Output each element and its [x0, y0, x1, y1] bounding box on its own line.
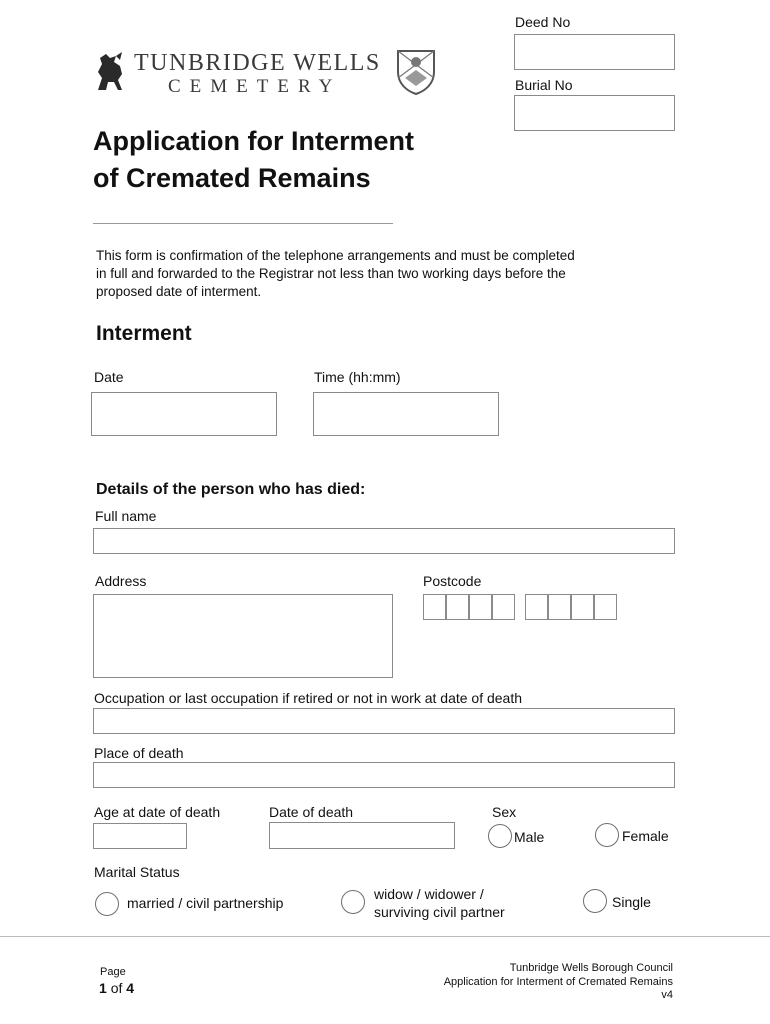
- intro-line1: This form is confirmation of the telephone arrangements and must be completed: [96, 248, 575, 263]
- page-of: of: [110, 980, 123, 996]
- intro-line3: proposed date of interment.: [96, 284, 262, 299]
- address-field[interactable]: [93, 594, 393, 678]
- age-label: Age at date of death: [94, 804, 221, 820]
- sex-male-label: Male: [514, 829, 545, 845]
- time-label: Time (hh:mm): [314, 369, 401, 385]
- postcode-cell[interactable]: [525, 594, 548, 620]
- footer-version: v4: [661, 989, 673, 1001]
- postcode-cell[interactable]: [571, 594, 594, 620]
- footer-org: Tunbridge Wells Borough Council: [509, 962, 673, 974]
- crest-icon: [395, 48, 437, 96]
- postcode-cell[interactable]: [548, 594, 571, 620]
- marital-widow-label: [374, 885, 505, 921]
- marital-widow-line1: widow / widower /: [374, 886, 484, 902]
- date-label: Date: [94, 369, 124, 385]
- address-label: Address: [95, 573, 147, 589]
- horse-icon: [92, 50, 128, 94]
- date-of-death-field[interactable]: [269, 822, 455, 849]
- logo-line2: CEMETERY: [168, 76, 342, 97]
- age-field[interactable]: [93, 823, 187, 849]
- title-line2: of Cremated Remains: [93, 163, 371, 193]
- sex-label: Sex: [492, 804, 517, 820]
- page-label: Page: [100, 966, 126, 978]
- sex-female-radio[interactable]: [595, 823, 619, 847]
- burial-no-label: Burial No: [515, 77, 573, 93]
- title-line1: Application for Interment: [93, 126, 415, 156]
- marital-single-label: Single: [612, 894, 651, 910]
- full-name-label: Full name: [95, 508, 157, 524]
- intro-line2: in full and forwarded to the Registrar not less than two working days before the: [96, 266, 566, 281]
- occupation-field[interactable]: [93, 708, 675, 734]
- postcode-cell[interactable]: [492, 594, 515, 620]
- page-current: 1: [99, 980, 107, 996]
- interment-time-field[interactable]: [313, 392, 499, 436]
- marital-widow-radio[interactable]: [341, 890, 365, 914]
- title-divider: [93, 223, 393, 224]
- date-of-death-label: Date of death: [269, 804, 354, 820]
- sex-female-label: Female: [622, 828, 669, 844]
- marital-married-label: married / civil partnership: [127, 895, 284, 911]
- deed-no-label: Deed No: [515, 14, 571, 30]
- marital-widow-line2: surviving civil partner: [374, 904, 505, 920]
- sex-male-radio[interactable]: [488, 824, 512, 848]
- postcode-label: Postcode: [423, 573, 482, 589]
- footer-divider: [0, 936, 770, 937]
- marital-status-label: Marital Status: [94, 864, 180, 880]
- occupation-label: Occupation or last occupation if retired or not in work at date of death: [94, 690, 523, 706]
- page-title: [93, 123, 414, 197]
- postcode-cell[interactable]: [594, 594, 617, 620]
- footer-doc: Application for Interment of Cremated Remains: [443, 975, 673, 988]
- logo-line1: TUNBRIDGE WELLS: [134, 50, 381, 76]
- page-total: 4: [126, 980, 135, 996]
- intro-text: [96, 247, 575, 301]
- postcode-cell[interactable]: [423, 594, 446, 620]
- interment-date-field[interactable]: [91, 392, 277, 436]
- postcode-cell[interactable]: [469, 594, 492, 620]
- deceased-heading: Details of the person who has died:: [96, 481, 366, 498]
- page-number: [99, 980, 134, 996]
- postcode-cell[interactable]: [446, 594, 469, 620]
- footer-info: [444, 962, 673, 1003]
- full-name-field[interactable]: [93, 528, 675, 554]
- logo: [92, 48, 437, 100]
- burial-no-field[interactable]: [514, 95, 675, 131]
- interment-heading: Interment: [96, 322, 192, 345]
- place-of-death-label: Place of death: [94, 745, 184, 761]
- deed-no-field[interactable]: [514, 34, 675, 70]
- marital-single-radio[interactable]: [583, 889, 607, 913]
- marital-married-radio[interactable]: [95, 892, 119, 916]
- place-of-death-field[interactable]: [93, 762, 675, 788]
